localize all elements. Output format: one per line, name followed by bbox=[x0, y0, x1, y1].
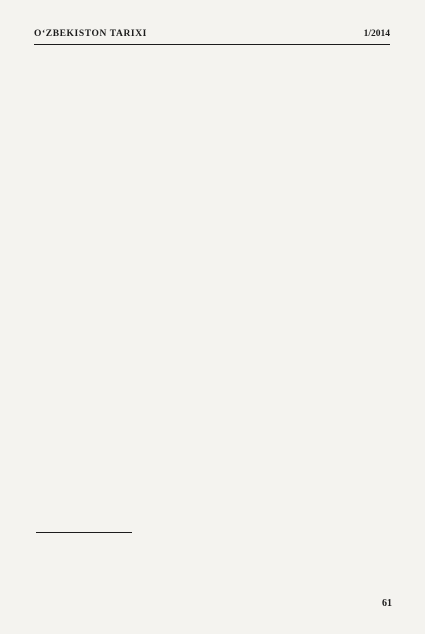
journal-title: O‘ZBEKISTON TARIXI bbox=[34, 29, 147, 39]
footnote-divider bbox=[36, 532, 132, 533]
running-header bbox=[34, 28, 390, 45]
article-body-text bbox=[36, 58, 392, 528]
issue-number: 1/2014 bbox=[363, 29, 390, 39]
page-number: 61 bbox=[382, 598, 392, 609]
